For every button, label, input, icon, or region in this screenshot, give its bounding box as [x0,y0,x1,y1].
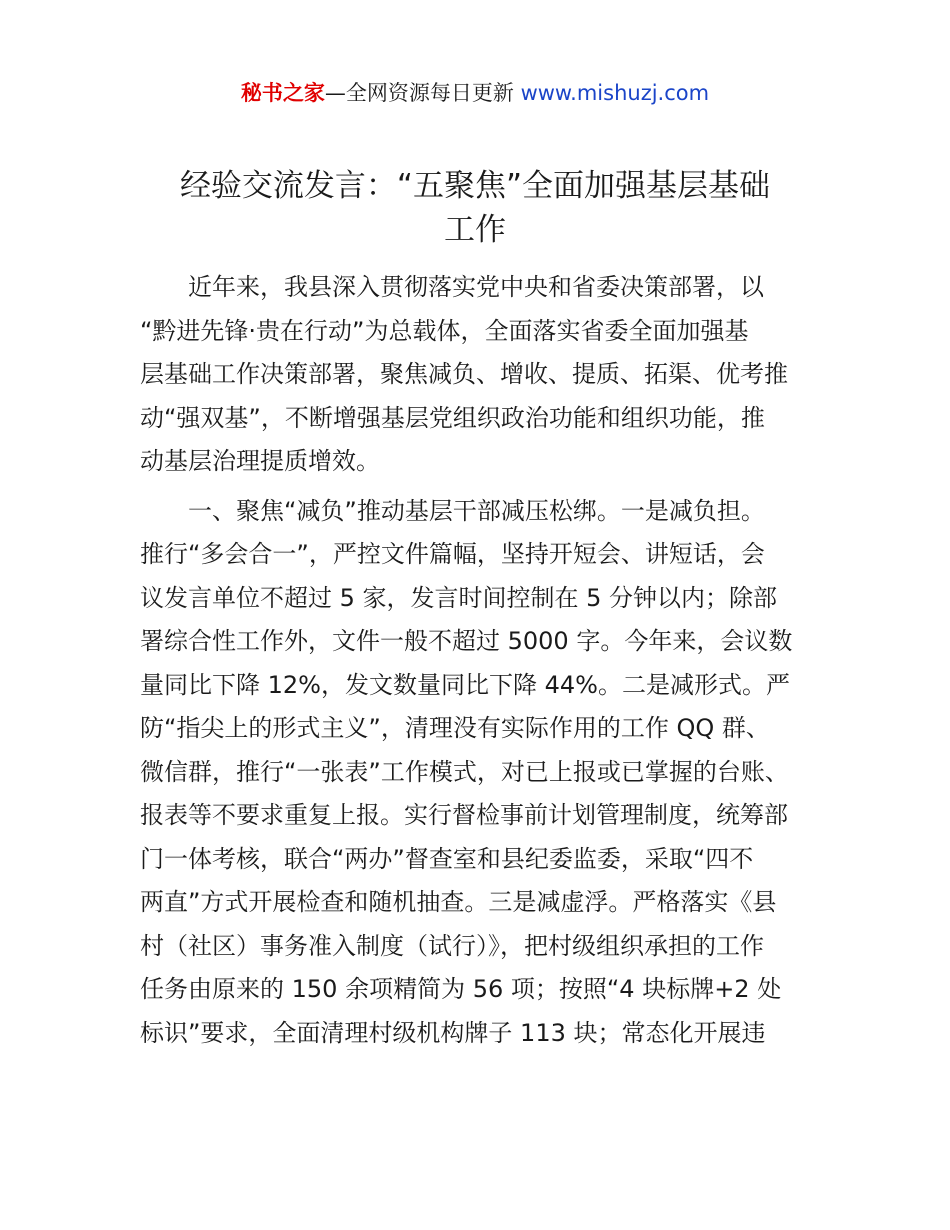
paragraph-line: 近年来，我县深入贯彻落实党中央和省委决策部署，以 [188,273,764,301]
paragraph-line: 微信群，推行“一张表”工作模式，对已上报或已掌握的台账、 [140,757,789,786]
paragraph-line: 推行“多会合一”，严控文件篇幅，坚持开短会、讲短话，会 [140,540,765,568]
document-body [140,266,812,1055]
paragraph-line: 村（社区）事务准入制度（试行）》，把村级组织承担的工作 [140,931,764,960]
paragraph-line: 议发言单位不超过 5 家，发言时间控制在 5 分钟以内；除部 [140,583,778,612]
paragraph-line: 报表等不要求重复上报。实行督检事前计划管理制度，统筹部 [140,801,788,829]
paragraph-section-one [140,490,812,1056]
document-title-line: 工作 [444,212,506,248]
paragraph-line: 两直”方式开展检查和随机抽查。三是减虚浮。严格落实《县 [140,888,777,916]
paragraph-line: 标识”要求，全面清理村级机构牌子 113 块；常态化开展违 [140,1018,766,1047]
paragraph-line: 动“强双基”，不断增强基层党组织政治功能和组织功能，推 [140,403,765,432]
paragraph-line: “黔进先锋·贵在行动”为总载体，全面落实省委全面加强基 [140,316,749,345]
paragraph-line: 门一体考核，联合“两办”督查室和县纪委监委，采取“四不 [140,844,754,873]
paragraph-line: 层基础工作决策部署，聚焦减负、增收、提质、拓渠、优考推 [140,360,788,388]
paragraph-line: 署综合性工作外，文件一般不超过 5000 字。今年来，会议数 [140,627,793,655]
paragraph-line: 防“指尖上的形式主义”，清理没有实际作用的工作 QQ 群、 [140,714,770,742]
site-name: 秘书之家 [240,81,325,105]
site-header [0,78,950,108]
document-title [140,164,810,252]
paragraph-intro [140,266,812,484]
paragraph-line: 任务由原来的 150 余项精简为 56 项；按照“4 块标牌+2 处 [140,975,782,1003]
site-tagline: —全网资源每日更新 [324,81,521,105]
paragraph-line: 一、聚焦“减负”推动基层干部减压松绑。一是减负担。 [188,496,765,525]
paragraph-line: 量同比下降 12%，发文数量同比下降 44%。二是减形式。严 [140,670,790,699]
document-title-line: 经验交流发言：“五聚焦”全面加强基层基础 [179,168,771,204]
paragraph-line: 动基层治理提质增效。 [140,447,380,475]
site-url-link[interactable]: www.mishuzj.com [520,81,710,105]
